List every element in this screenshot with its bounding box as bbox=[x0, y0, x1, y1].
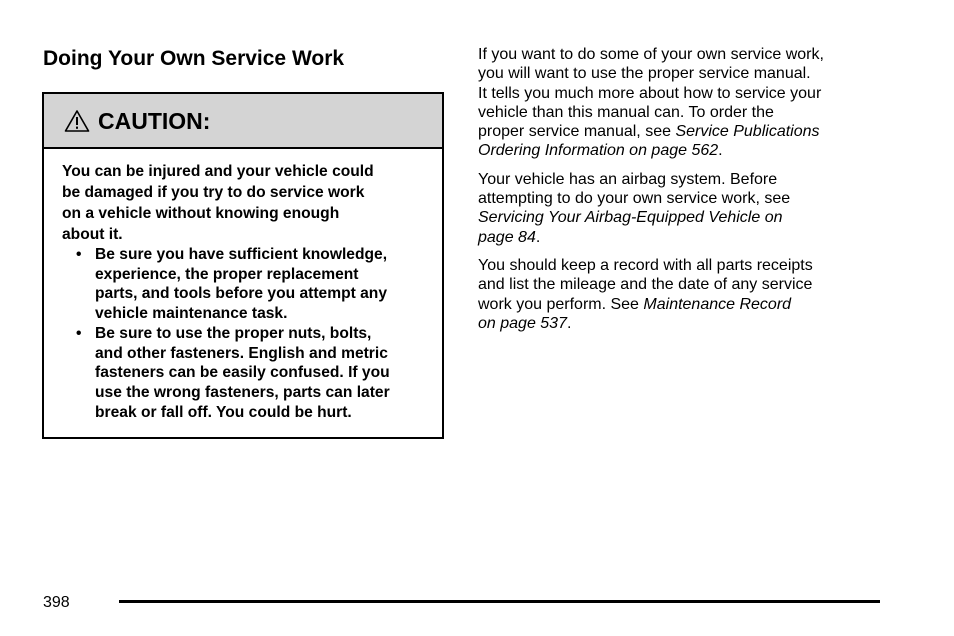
caution-body bbox=[44, 149, 442, 422]
text-line: you will want to use the proper service manual. bbox=[478, 65, 811, 83]
paragraph-airbag bbox=[478, 170, 888, 247]
text-line: and list the mileage and the date of any service bbox=[478, 276, 813, 294]
page-number: 398 bbox=[43, 594, 70, 611]
caution-title: CAUTION: bbox=[98, 107, 211, 134]
caution-header bbox=[44, 94, 442, 149]
bullet-icon: • bbox=[76, 324, 82, 342]
bullet-line: Be sure to use the proper nuts, bolts, bbox=[95, 324, 372, 342]
paragraph-maintenance-record bbox=[478, 256, 888, 333]
bullet-line: experience, the proper replacement bbox=[95, 265, 359, 283]
text-line: vehicle than this manual can. To order the bbox=[478, 103, 774, 121]
bullet-line: Be sure you have sufficient knowledge, bbox=[95, 246, 388, 263]
bullet-line: break or fall off. You could be hurt. bbox=[95, 403, 352, 421]
caution-intro-line: on a vehicle without knowing enough bbox=[62, 205, 340, 222]
cross-reference-link[interactable]: on page 537 bbox=[478, 314, 567, 332]
footer-rule bbox=[119, 600, 880, 603]
page-title: Doing Your Own Service Work bbox=[43, 47, 345, 70]
bullet-icon: • bbox=[76, 246, 82, 263]
text-line: proper service manual, see bbox=[478, 123, 676, 141]
text-line: work you perform. See bbox=[478, 295, 644, 313]
caution-intro-line: about it. bbox=[62, 226, 123, 243]
paragraph-service-manual bbox=[478, 45, 888, 161]
text-line: . bbox=[718, 142, 723, 160]
bullet-line: and other fasteners. English and metric bbox=[95, 344, 388, 362]
cross-reference-link[interactable]: Servicing Your Airbag-Equipped Vehicle on bbox=[478, 209, 783, 227]
caution-intro-line: You can be injured and your vehicle could bbox=[62, 163, 374, 180]
text-line: You should keep a record with all parts receipts bbox=[478, 256, 813, 274]
text-line: Your vehicle has an airbag system. Before bbox=[478, 170, 778, 188]
caution-box bbox=[42, 92, 444, 439]
text-line: If you want to do some of your own service work, bbox=[478, 46, 824, 63]
text-line: . bbox=[535, 228, 541, 246]
caution-bullet-item bbox=[62, 324, 428, 423]
body-text-column bbox=[478, 45, 888, 342]
cross-reference-link[interactable]: Ordering Information on page 562 bbox=[478, 142, 719, 160]
bullet-line: vehicle maintenance task. bbox=[95, 305, 288, 323]
text-line: . bbox=[566, 314, 572, 332]
bullet-line: parts, and tools before you attempt any bbox=[95, 285, 387, 303]
caution-intro bbox=[62, 161, 428, 245]
caution-bullet-list bbox=[62, 245, 428, 422]
bullet-line: fasteners can be easily confused. If you bbox=[95, 364, 390, 382]
text-line: attempting to do your own service work, see bbox=[478, 190, 791, 208]
cross-reference-link[interactable]: Service Publications bbox=[675, 123, 820, 141]
caution-bullet-item bbox=[62, 245, 428, 324]
bullet-line: use the wrong fasteners, parts can later bbox=[95, 383, 390, 401]
warning-triangle-icon bbox=[64, 109, 90, 133]
cross-reference-link[interactable]: Maintenance Record bbox=[643, 295, 792, 313]
text-line: It tells you much more about how to service your bbox=[478, 84, 822, 102]
caution-intro-line: be damaged if you try to do service work bbox=[62, 184, 365, 201]
cross-reference-link[interactable]: page 84 bbox=[478, 228, 536, 246]
